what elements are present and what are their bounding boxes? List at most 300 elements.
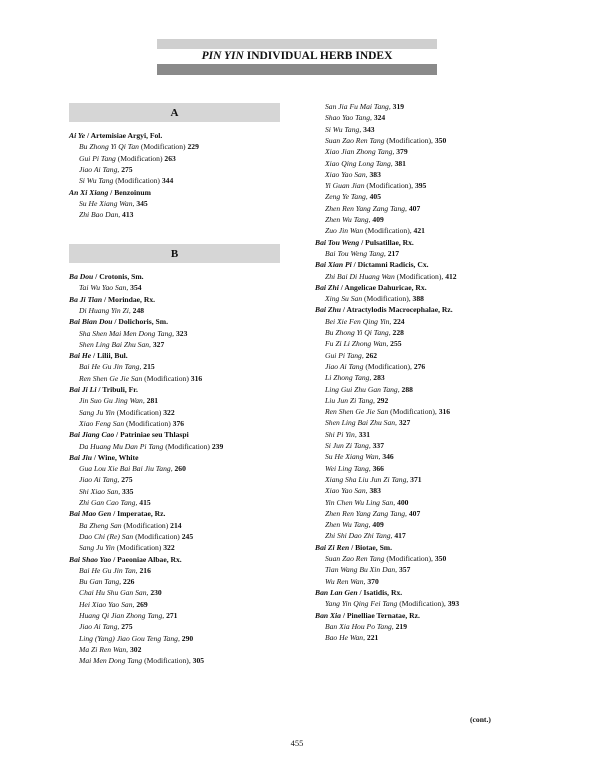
formula-page: 275 [121,475,133,485]
formula-entry [315,485,381,496]
formula-entry [315,214,384,225]
herb-latin: Artemisiae Argyi, Fol. [90,131,163,140]
formula-name: Tian Wang Bu Xin Dan, [325,565,398,575]
formula-entry [69,418,184,429]
formula-name: Zhi Gan Cao Tang, [79,498,138,507]
herb-entry: Ban Xia / Pinelliae Ternatae, Rz. [315,610,420,620]
formula-page: 346 [382,452,394,462]
formula-name: Bao He Wan, [325,633,366,643]
formula-name: Chai Hu Shu Gan San, [79,588,149,598]
formula-page: 216 [139,565,151,575]
formula-name: Hei Xiao Yao San, [79,599,135,609]
formula-entry [315,146,408,157]
formula-entry [315,112,385,123]
formula-entry [315,508,420,519]
formula-name: Shen Ling Bai Zhu San, [79,339,151,349]
formula-note: (Modification), [364,294,411,304]
formula-entry [69,531,193,542]
formula-page: 245 [181,531,194,541]
formula-name: Mai Men Dong Tang [79,656,143,666]
formula-name: Zhi Bai Di Huang Wan [325,271,395,281]
formula-entry [315,350,377,361]
formula-entry [315,395,388,406]
herb-name: Bai Shao Yao [69,554,112,564]
herb-entry: Bai He / Lilii, Bul. [69,351,128,361]
formula-page: 322 [163,543,175,553]
formula-entry [315,361,425,372]
formula-name: Bu Gan Tang, [79,577,122,587]
formula-entry [69,655,204,666]
formula-name: Yin Chen Wu Ling San, [325,497,396,507]
formula-entry [69,474,133,485]
herb-name: Bai Xian Pi [315,260,352,270]
herb-entry: Ai Ye / Artemisiae Argyi, Fol. [69,131,163,140]
formula-name: Jiao Ai Tang, [79,622,120,632]
formula-page: 288 [401,384,413,394]
formula-entry [315,440,384,451]
formula-page: 229 [187,142,199,152]
formula-name: Gua Lou Xie Bai Bai Jiu Tang, [79,464,173,474]
formula-page: 248 [132,305,145,315]
formula-name: Zhen Wu Tang, [325,215,371,224]
formula-entry [69,339,164,350]
formula-name: Yi Guan Jian [325,181,365,191]
header-bar-top [157,39,437,49]
formula-name: Jiao Ai Tang [325,361,364,371]
formula-name: Ban Xia Hou Po Tang, [325,621,394,631]
formula-entry [315,248,399,259]
formula-page: 421 [413,226,425,236]
formula-page: 337 [372,441,385,450]
formula-name: Jiao Ai Tang, [79,164,120,174]
herb-latin: Dolichoris, Sm. [118,317,168,327]
formula-page: 276 [413,361,426,371]
formula-entry [69,395,158,406]
formula-page: 400 [397,497,409,507]
herb-name: Ban Xia [315,610,341,620]
formula-page: 215 [143,362,155,372]
formula-page: 412 [445,271,457,281]
formula-name: Zuo Jin Wan [325,226,364,236]
formula-page: 350 [434,554,447,563]
formula-note: (Modification) [117,153,163,163]
herb-name: Ba Dou [69,272,94,281]
formula-name: Tai Wu Yao San, [79,283,129,293]
formula-page: 409 [372,215,384,224]
formula-note: (Modification), [399,599,446,609]
formula-page: 383 [369,486,381,496]
herb-latin: Imperatae, Rz. [117,509,166,519]
formula-page: 226 [123,577,135,587]
formula-page: 283 [373,373,385,383]
formula-page: 345 [136,198,148,208]
formula-page: 370 [367,576,379,586]
formula-entry [69,328,187,339]
formula-entry [69,621,133,632]
formula-name: Xiao Jian Zhong Tang, [325,147,395,157]
formula-name: Zhen Ren Yang Zang Tang, [325,508,407,518]
formula-name: Zhi Bao Dan, [79,210,121,220]
title-italic: PIN YIN [201,50,244,62]
formula-page: 331 [358,429,371,439]
herb-name: Ai Ye [69,131,86,140]
formula-name: Si Jun Zi Tang, [325,441,371,450]
formula-entry [69,587,162,598]
formula-entry [69,175,173,186]
formula-entry [69,520,182,531]
formula-entry [315,474,422,485]
herb-entry: Bai Bian Dou / Dolichoris, Sm. [69,317,168,327]
herb-latin: Angelicae Dahuricae, Rx. [344,282,427,292]
formula-page: 343 [363,124,375,134]
formula-page: 290 [181,633,194,643]
herb-latin: Crotonis, Sm. [99,272,144,281]
herb-name: An Xi Xiang [69,187,109,197]
formula-name: Wu Ren Wan, [325,576,366,586]
formula-note: (Modification), [144,656,191,666]
formula-name: Fu Zi Li Zhong Wan, [325,339,389,349]
formula-entry [69,486,133,497]
herb-entry: Ba Dou / Crotonis, Sm. [69,272,144,281]
formula-entry [315,451,394,462]
formula-entry [315,519,384,530]
herb-entry: Bai Jiang Cao / Patriniae seu Thlaspi [69,430,189,440]
formula-name: Sha Shen Mai Men Dong Tang, [79,328,175,338]
formula-entry [69,209,133,220]
herb-entry: Ban Lan Gen / Isatidis, Rx. [315,587,403,597]
formula-name: Ren Shen Ge Jie San [325,407,389,417]
formula-page: 217 [387,248,400,258]
formula-page: 224 [393,316,405,326]
herb-name: Ban Lan Gen [315,587,358,597]
formula-name: Dao Chi (Re) San [79,531,134,541]
formula-page: 388 [412,294,424,304]
formula-page: 322 [163,407,175,417]
herb-entry: Ba Ji Tian / Morindae, Rx. [69,294,156,304]
formula-entry [69,644,141,655]
formula-entry [315,429,370,440]
formula-name: Huang Qi Jian Zhong Tang, [79,611,165,620]
formula-page: 327 [152,339,165,349]
formula-page: 323 [175,328,188,338]
formula-note: (Modification) [140,142,186,152]
formula-entry [69,441,223,452]
formula-page: 302 [129,644,142,654]
formula-page: 415 [139,498,151,507]
formula-note: (Modification), [386,554,433,563]
formula-entry [315,372,385,383]
formula-name: Zhi Shi Dao Zhi Tang, [325,531,393,541]
formula-note: (Modification), [390,407,437,417]
herb-latin: Tribuli, Fr. [102,385,138,394]
herb-name: Bai He [69,351,92,361]
herb-entry: Bai Zi Ren / Biotae, Sm. [315,542,393,552]
herb-name: Bai Tou Weng [315,237,360,247]
formula-note: (Modification), [396,271,444,281]
formula-page: 255 [390,339,402,349]
formula-name: Di Huang Yin Zi, [79,305,131,315]
formula-name: Si Wu Tang, [325,124,362,134]
formula-note: (Modification) [135,531,180,541]
formula-note: (Modification) [144,373,189,383]
formula-entry [69,361,155,372]
herb-entry: Bai Zhu / Atractylodis Macrocephalae, Rz. [315,305,453,315]
formula-entry [69,153,176,164]
herb-name: Bai Zhu [315,305,341,315]
formula-page: 271 [166,611,178,620]
formula-name: San Jia Fu Mai Tang, [325,102,391,111]
formula-entry [315,225,425,236]
formula-entry [315,598,459,609]
herb-latin: Morindae, Rx. [107,294,156,304]
section-header-b: B [69,244,280,263]
herb-name: Bai Jiu [69,452,93,462]
formula-entry [69,407,175,418]
formula-name: Shi Pi Yin, [325,429,357,439]
page-header [157,39,437,75]
formula-name: Gui Pi Tang, [325,350,364,360]
formula-page: 366 [372,463,384,473]
formula-entry [315,621,407,632]
page-title [157,49,437,64]
formula-entry [315,338,402,349]
formula-page: 281 [146,396,159,406]
formula-page: 344 [161,176,174,186]
formula-page: 409 [372,520,384,530]
formula-name: Suan Zao Ren Tang [325,554,385,563]
formula-note: (Modification), [365,361,412,371]
formula-page: 324 [373,113,386,123]
formula-entry [315,158,406,169]
formula-entry [69,141,199,152]
herb-entry: Bai Zhi / Angelicae Dahuricae, Rx. [315,282,427,292]
formula-page: 376 [172,418,185,428]
formula-entry [69,463,186,474]
formula-entry [315,316,405,327]
formula-name: Si Wu Tang [79,176,114,186]
formula-name: Jin Suo Gu Jing Wan, [79,396,145,406]
herb-name: Bai Zi Ren [315,542,350,552]
formula-entry [315,191,381,202]
formula-page: 214 [170,520,182,530]
formula-page: 393 [447,599,460,609]
formula-entry [315,101,404,112]
continued-label: (cont.) [470,715,491,724]
formula-name: Xing Su San [325,294,363,304]
formula-page: 275 [121,164,133,174]
formula-note: (Modification) [116,543,162,553]
formula-name: Zhen Wu Tang, [325,520,371,530]
formula-page: 239 [211,441,224,451]
formula-name: Xiao Feng San [79,418,125,428]
herb-name: Bai Mao Gen [69,509,112,519]
formula-name: Su He Xiang Wan, [79,198,135,208]
formula-page: 335 [122,486,134,496]
formula-page: 381 [394,158,406,168]
formula-page: 275 [121,622,133,632]
formula-name: Jiao Ai Tang, [79,475,120,485]
formula-entry [315,553,446,564]
formula-page: 327 [398,418,411,428]
formula-name: Li Zhong Tang, [325,373,372,383]
herb-name: Ba Ji Tian [69,294,103,304]
herb-entry: An Xi Xiang / Benzoinum [69,187,151,197]
formula-entry [315,203,420,214]
formula-page: 262 [365,350,378,360]
formula-entry [315,417,410,428]
formula-name: Xiao Yao San, [325,169,368,179]
herb-entry: Bai Jiu / Wine, White [69,452,139,462]
formula-note: (Modification), [386,135,433,145]
formula-entry [315,293,424,304]
formula-name: Xiao Qing Long Tang, [325,158,393,168]
herb-name: Bai Ji Li [69,385,97,394]
formula-entry [315,632,378,643]
formula-name: Bu Zhong Yi Qi Tang, [325,328,391,337]
herb-latin: Pinelliae Ternatae, Rz. [346,610,420,620]
formula-page: 417 [394,531,406,541]
formula-entry [69,164,133,175]
formula-entry [69,373,202,384]
formula-entry [315,384,413,395]
formula-name: Yang Yin Qing Fei Tang [325,599,398,609]
formula-page: 407 [408,508,421,518]
formula-entry [69,599,148,610]
formula-entry [315,497,408,508]
formula-name: Zeng Ye Tang, [325,192,368,202]
formula-page: 219 [395,621,407,631]
formula-entry [315,406,450,417]
formula-entry [315,271,457,282]
formula-entry [315,327,404,338]
formula-entry [69,633,193,644]
formula-name: Zhen Ren Yang Zang Tang, [325,203,407,213]
formula-page: 379 [396,147,408,157]
formula-page: 383 [369,169,381,179]
formula-page: 319 [392,102,405,111]
herb-entry: Bai Tou Weng / Pulsatillae, Rx. [315,237,414,247]
formula-name: Suan Zao Ren Tang [325,135,385,145]
formula-name: Wei Ling Tang, [325,463,371,473]
formula-entry [69,610,177,621]
herb-latin: Benzoinum [114,187,151,197]
formula-note: (Modification) [123,520,169,530]
formula-page: 230 [150,588,162,598]
formula-page: 371 [410,474,422,484]
herb-latin: Isatidis, Rx. [363,587,403,597]
formula-name: Ren Shen Ge Jie San [79,373,143,383]
formula-note: (Modification), [365,226,412,236]
formula-entry [315,135,446,146]
formula-page: 357 [398,565,411,575]
formula-entry [69,542,175,553]
header-bar-bottom [157,64,437,75]
formula-page: 221 [366,633,379,643]
formula-name: Xiang Sha Liu Jun Zi Tang, [325,474,409,484]
herb-entry: Bai Ji Li / Tribuli, Fr. [69,385,138,394]
herb-entry: Bai Xian Pi / Dictamni Radicis, Cx. [315,260,429,270]
herb-latin: Dictamni Radicis, Cx. [357,260,429,270]
formula-name: Bai Tou Weng Tang, [325,248,386,258]
formula-name: Ling (Yang) Jiao Gou Teng Tang, [79,633,180,643]
formula-page: 263 [164,153,176,163]
formula-entry [69,576,134,587]
herb-latin: Atractylodis Macrocephalae, Rz. [346,305,453,315]
formula-entry [69,497,151,508]
formula-name: Shao Yao Tang, [325,113,372,123]
formula-page: 413 [122,210,134,220]
title-rest: INDIVIDUAL HERB INDEX [243,50,393,62]
herb-latin: Patriniae seu Thlaspi [120,430,189,440]
formula-name: Su He Xiang Wan, [325,452,381,462]
formula-name: Ba Zheng San [79,520,122,530]
formula-page: 354 [130,283,142,293]
formula-page: 292 [376,395,389,405]
herb-latin: Lilii, Bul. [97,351,128,361]
herb-latin: Biotae, Sm. [355,542,393,552]
formula-note: (Modification), [366,181,414,191]
formula-note: (Modification) [126,418,171,428]
herb-name: Bai Jiang Cao [69,430,115,440]
formula-name: Ling Gui Zhu Gan Tang, [325,384,400,394]
formula-page: 316 [190,373,203,383]
formula-entry [69,282,142,293]
formula-name: Sang Ju Yin [79,543,115,553]
formula-name: Da Huang Mu Dan Pi Tang [79,441,164,451]
formula-page: 407 [408,203,421,213]
formula-entry [69,198,148,209]
formula-entry [69,305,144,316]
formula-entry [315,463,384,474]
formula-name: Liu Jun Zi Tang, [325,395,375,405]
formula-note: (Modification) [165,441,210,451]
herb-latin: Pulsatillae, Rx. [365,237,414,247]
formula-page: 405 [369,192,381,202]
formula-name: Bai He Gu Jin Tang, [79,362,142,372]
formula-entry [315,530,406,541]
formula-entry [69,565,151,576]
formula-entry [315,576,379,587]
formula-note: (Modification) [116,407,162,417]
formula-entry [315,124,375,135]
formula-page: 316 [438,407,451,417]
herb-latin: Paeoniae Albae, Rx. [117,554,182,564]
formula-page: 228 [392,328,404,337]
formula-name: Bei Xie Fen Qing Yin, [325,316,392,326]
herb-entry: Bai Shao Yao / Paeoniae Albae, Rx. [69,554,182,564]
formula-page: 350 [434,135,447,145]
herb-name: Bai Bian Dou [69,317,113,327]
herb-entry: Bai Mao Gen / Imperatae, Rz. [69,509,166,519]
formula-page: 260 [174,464,186,474]
formula-note: (Modification) [115,176,160,186]
formula-name: Xiao Yao San, [325,486,368,496]
formula-name: Bai He Gu Jin Tan, [79,565,138,575]
formula-page: 269 [136,599,148,609]
formula-name: Sang Ju Yin [79,407,115,417]
page-number: 455 [290,738,304,748]
section-header-a: A [69,103,280,122]
formula-entry [315,169,381,180]
formula-page: 305 [192,656,205,666]
formula-entry [315,564,410,575]
formula-name: Bu Zhong Yi Qi Tan [79,142,139,152]
formula-name: Shen Ling Bai Zhu San, [325,418,397,428]
herb-latin: Wine, White [97,452,139,462]
formula-name: Gui Pi Tang [79,153,116,163]
formula-entry [315,180,426,191]
formula-name: Ma Zi Ren Wan, [79,644,129,654]
